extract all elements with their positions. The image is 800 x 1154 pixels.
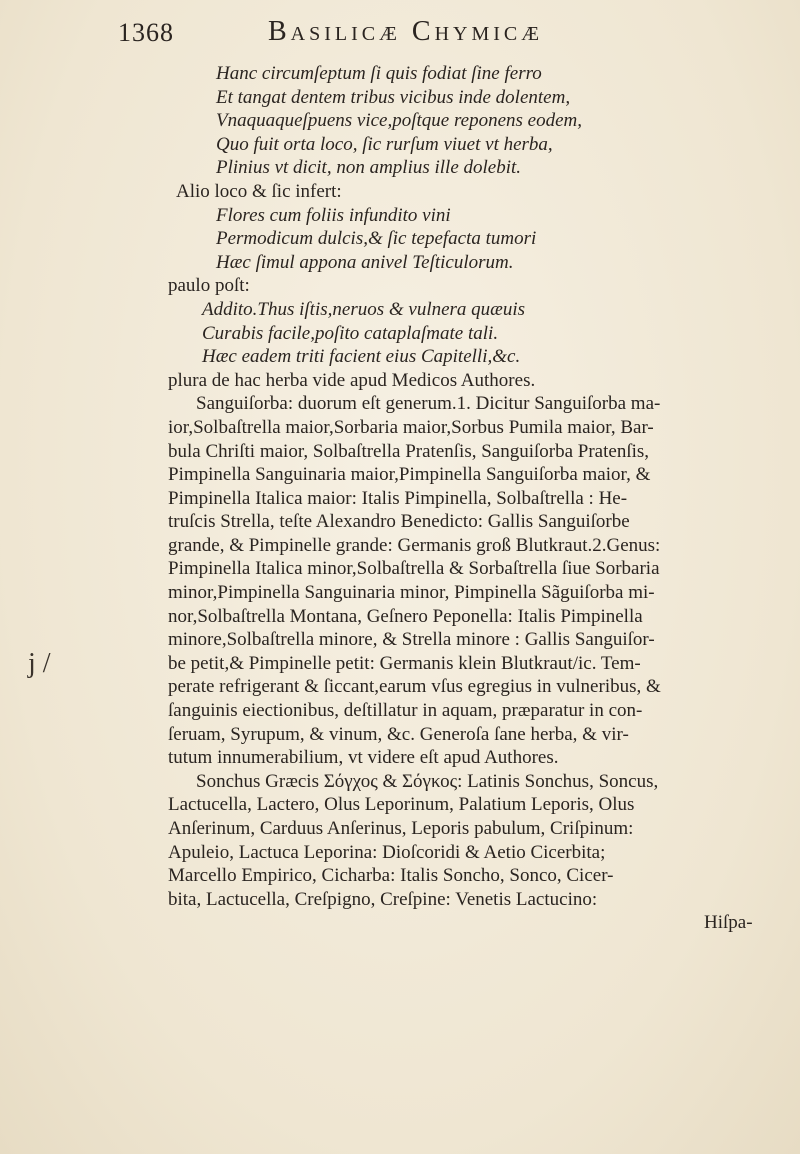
text-line: Pimpinella Italica maior: Italis Pimpinella, Solbaſtrella : He- (168, 487, 628, 509)
page-header (118, 14, 758, 54)
text-line: ſanguinis eiectionibus, deſtillatur in aquam, præparatur in con- (168, 700, 643, 722)
text-line: Sonchus Græcis Σόγχος & Σόγκος: Latinis Sonchus, Soncus, (196, 770, 659, 792)
text-line: Flores cum foliis infundito vini (216, 204, 451, 226)
body-text (124, 62, 784, 935)
text-line: perate refrigerant & ſiccant,earum vſus egregius in vulneribus, & (168, 676, 661, 698)
text-line: ſeruam, Syrupum, & vinum, &c. Generoſa ſane herba, & vir- (168, 723, 629, 745)
text-line: Marcello Empirico, Cicharba: Italis Soncho, Sonco, Cicer- (168, 865, 614, 887)
text-line: minor,Pimpinella Sanguinaria minor, Pimpinella Sãguiſorba mi- (168, 582, 655, 604)
text-line: grande, & Pimpinelle grande: Germanis groß Blutkraut.2.Genus: (168, 534, 661, 556)
text-line: be petit,& Pimpinelle petit: Germanis klein Blutkraut/ic. Tem- (168, 652, 641, 674)
text-line: bita, Lactucella, Creſpigno, Creſpine: Venetis Lactucino: (168, 888, 598, 910)
text-line: Hanc circumſeptum ſi quis fodiat ſine ferro (216, 63, 542, 84)
text-line: Alio loco & ſic infert: (176, 180, 342, 202)
text-line: plura de hac herba vide apud Medicos Authores. (168, 369, 536, 391)
text-line: tutum innumerabilium, vt videre eſt apud Authores. (168, 747, 559, 769)
text-line: paulo poſt: (168, 275, 250, 297)
text-line: Anſerinum, Carduus Anſerinus, Leporis pabulum, Criſpinum: (168, 818, 634, 839)
running-title: Basilicæ Chymicæ (268, 16, 544, 47)
text-line: Et tangat dentem tribus vicibus inde dolentem, (216, 86, 571, 108)
text-line: bula Chriſti maior, Solbaſtrella Pratenſis, Sanguiſorba Pratenſis, (168, 440, 650, 462)
text-line: Plinius vt dicit, non amplius ille dolebit. (216, 157, 522, 179)
text-line: ior,Solbaſtrella maior,Sorbaria maior,Sorbus Pumila maior, Bar- (168, 416, 654, 438)
text-line: nor,Solbaſtrella Montana, Geſnero Peponella: Italis Pimpinella (168, 605, 643, 627)
text-line: Vnaquaqueſpuens vice,poſtque reponens eodem, (216, 110, 583, 132)
text-line: Hiſpa- (704, 912, 753, 934)
text-line: truſcis Strella, teſte Alexandro Benedicto: Gallis Sanguiſorbe (168, 511, 630, 533)
text-line: Permodicum dulcis,& ſic tepefacta tumori (216, 228, 537, 250)
text-line: Sanguiſorba: duorum eſt generum.1. Dicitur Sanguiſorba ma- (196, 393, 661, 415)
text-line: Quo fuit orta loco, ſic rurſum viuet vt herba, (216, 133, 553, 155)
text-line: minore,Solbaſtrella minore, & Strella minore : Gallis Sanguiſor- (168, 629, 655, 651)
margin-mark: j / (28, 648, 51, 679)
page-number: 1368 (118, 18, 174, 47)
text-line: Addito.Thus iſtis,neruos & vulnera quæuis (202, 298, 526, 320)
text-line: Lactucella, Lactero, Olus Leporinum, Palatium Leporis, Olus (168, 794, 635, 816)
text-line: Curabis facile,poſito cataplaſmate tali. (202, 322, 499, 344)
text-line: Hæc ſimul appona anivel Teſticulorum. (216, 251, 514, 273)
text-line: Apuleio, Lactuca Leporina: Dioſcoridi & Aetio Cicerbita; (168, 841, 606, 863)
text-line: Pimpinella Sanguinaria maior,Pimpinella Sanguiſorba maior, & (168, 464, 651, 486)
text-line: Pimpinella Italica minor,Solbaſtrella & Sorbaſtrella ſiue Sorbaria (168, 558, 660, 580)
text-line: Hæc eadem triti facient eius Capitelli,&c. (202, 346, 521, 368)
